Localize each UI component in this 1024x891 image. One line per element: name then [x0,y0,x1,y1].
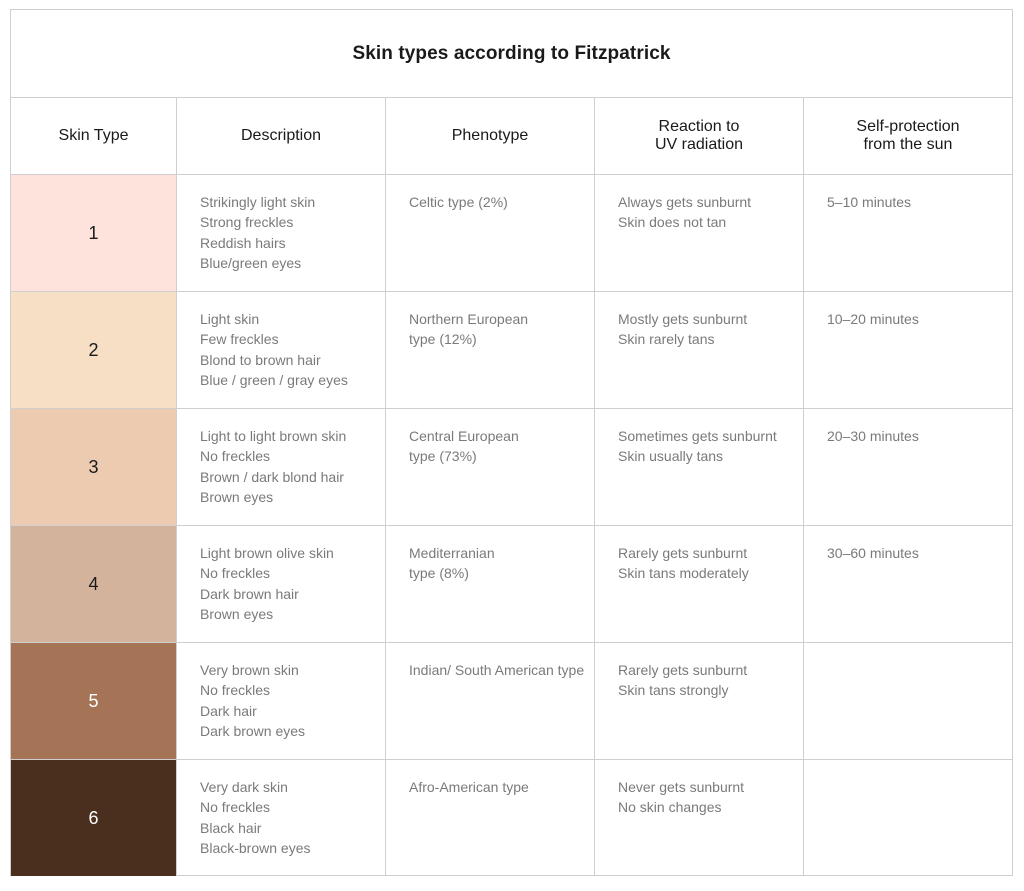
phenotype-line: Central European [409,428,519,444]
header-reaction: Reaction to UV radiation [595,98,804,174]
fitzpatrick-table [10,9,1013,876]
description-line: Brown / dark blond hair [200,468,344,485]
reaction-cell [595,643,804,759]
description-cell [177,292,386,408]
description-line: Dark brown eyes [200,722,306,739]
skin-type-number: 4 [88,573,99,594]
description-line: Blond to brown hair [200,351,321,368]
reaction-cell [595,526,804,642]
reaction-line: Rarely gets sunburnt [618,545,748,561]
description-cell [177,175,386,291]
description-line: No freckles [200,565,271,582]
protection-line: 5–10 minutes [827,194,912,210]
protection-cell [804,760,1012,876]
phenotype-line: Mediterranian [409,545,495,561]
table-row [11,292,1012,409]
skin-type-number: 6 [88,807,99,828]
header-skin-type: Skin Type [11,98,177,174]
skin-type-number: 1 [88,222,99,243]
phenotype-cell [386,760,595,876]
protection-cell [804,643,1012,759]
skin-type-swatch [11,292,177,408]
description-line: Blue / green / gray eyes [200,371,348,388]
description-line: No freckles [200,799,271,816]
header-description: Description [177,98,386,174]
reaction-line: Always gets sunburnt [618,194,752,210]
protection-cell [804,526,1012,642]
description-cell [177,409,386,525]
table-row [11,760,1012,876]
skin-type-swatch [11,760,177,876]
header-phenotype: Phenotype [386,98,595,174]
skin-type-swatch [11,643,177,759]
reaction-cell [595,292,804,408]
description-line: Black hair [200,819,262,836]
protection-cell [804,175,1012,291]
description-line: Strong freckles [200,214,294,231]
phenotype-line: Afro-American type [409,779,529,795]
description-cell [177,760,386,876]
title-row [11,10,1012,98]
description-line: Few freckles [200,331,279,348]
protection-cell [804,409,1012,525]
reaction-cell [595,760,804,876]
description-line: Light skin [200,311,260,327]
description-line: Light brown olive skin [200,545,334,561]
phenotype-line: type (8%) [409,565,469,582]
description-line: Brown eyes [200,488,274,505]
protection-line: 20–30 minutes [827,428,919,444]
phenotype-line: type (12%) [409,331,477,348]
table-row [11,409,1012,526]
reaction-cell [595,175,804,291]
description-line: Blue/green eyes [200,254,302,271]
table-row [11,526,1012,643]
description-line: Very brown skin [200,662,299,678]
reaction-line: Skin tans moderately [618,565,749,582]
description-line: No freckles [200,682,271,699]
phenotype-cell [386,643,595,759]
skin-type-number: 3 [88,456,99,477]
protection-line: 30–60 minutes [827,545,919,561]
description-cell [177,643,386,759]
table-row [11,643,1012,760]
skin-type-number: 5 [88,690,99,711]
header-self-protection: Self-protection from the sun [856,118,960,153]
skin-type-swatch [11,175,177,291]
header-row [11,98,1012,175]
phenotype-line: Indian/ South American type [409,662,585,678]
phenotype-cell [386,526,595,642]
reaction-line: Mostly gets sunburnt [618,311,748,327]
skin-type-swatch [11,409,177,525]
reaction-line: Rarely gets sunburnt [618,662,748,678]
description-line: Strikingly light skin [200,194,316,210]
phenotype-line: Celtic type (2%) [409,194,508,210]
description-line: Dark brown hair [200,585,299,602]
description-line: Black-brown eyes [200,839,311,856]
table-row [11,175,1012,292]
description-line: Brown eyes [200,605,274,622]
reaction-line: No skin changes [618,799,722,816]
phenotype-line: type (73%) [409,448,477,465]
reaction-line: Skin rarely tans [618,331,715,348]
description-cell [177,526,386,642]
description-line: Dark hair [200,702,257,719]
reaction-line: Skin does not tan [618,214,727,231]
description-line: Very dark skin [200,779,288,795]
description-line: Light to light brown skin [200,428,347,444]
table-title: Skin types according to Fitzpatrick [352,42,671,64]
description-line: No freckles [200,448,271,465]
reaction-line: Skin tans strongly [618,682,729,699]
phenotype-cell [386,175,595,291]
skin-type-number: 2 [88,339,99,360]
reaction-cell [595,409,804,525]
skin-type-swatch [11,526,177,642]
phenotype-cell [386,409,595,525]
protection-line: 10–20 minutes [827,311,919,327]
reaction-line: Skin usually tans [618,448,724,465]
description-line: Reddish hairs [200,234,286,251]
phenotype-line: Northern European [409,311,529,327]
phenotype-cell [386,292,595,408]
reaction-line: Sometimes gets sunburnt [618,428,777,444]
protection-cell [804,292,1012,408]
reaction-line: Never gets sunburnt [618,779,745,795]
table-body [11,175,1012,876]
